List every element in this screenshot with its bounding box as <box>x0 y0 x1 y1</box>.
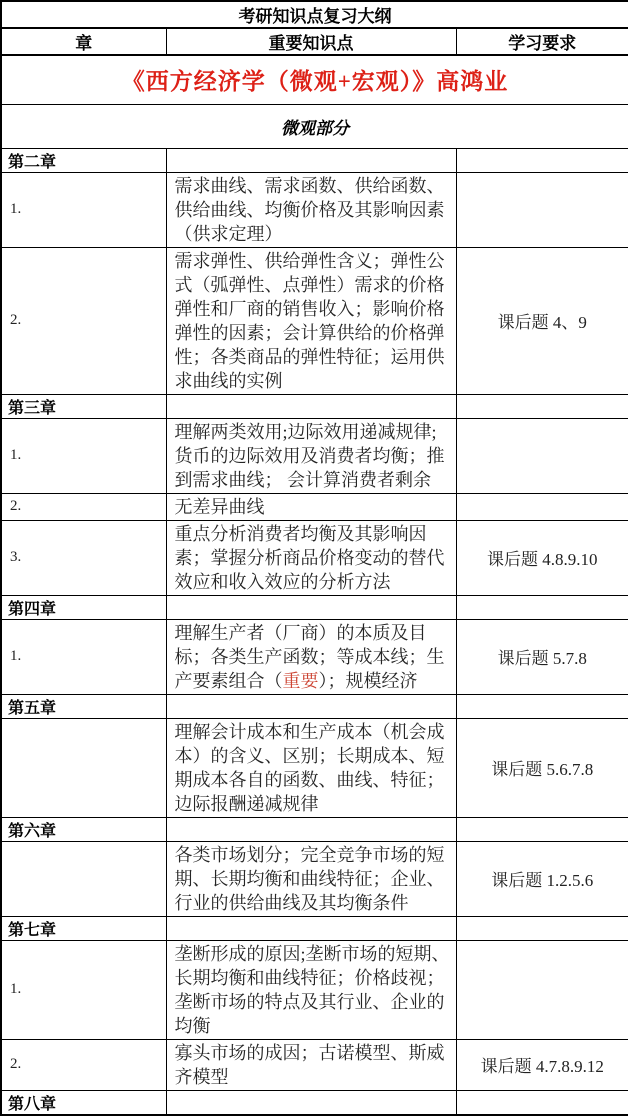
empty-requirement-cell <box>456 148 628 172</box>
knowledge-points-text <box>166 418 456 493</box>
knowledge-points-text <box>166 940 456 1039</box>
item-number: 1. <box>1 418 166 493</box>
knowledge-points-text <box>166 619 456 694</box>
item-number: 2. <box>1 1039 166 1090</box>
knowledge-text: 理解生产者（厂商）的本质及目标；各类生产函数；等成本线；生产要素组合（ <box>174 622 445 691</box>
document-title: 考研知识点复习大纲 <box>1 1 628 28</box>
empty-knowledge-cell <box>166 148 456 172</box>
study-requirement-text <box>456 418 628 493</box>
chapter-row <box>1 817 628 841</box>
knowledge-text: 垄断形成的原因;垄断市场的短期、长期均衡和曲线特征；价格歧视；垄断市场的特点及其行业、企业的均衡 <box>174 943 450 1036</box>
chapter-label: 第七章 <box>1 916 166 940</box>
item-number: 2. <box>1 493 166 520</box>
section-title-row <box>1 104 628 148</box>
study-requirement-text: 课后题 1.2.5.6 <box>456 841 628 916</box>
empty-requirement-cell <box>456 694 628 718</box>
chapter-row <box>1 1090 628 1115</box>
item-number <box>1 718 166 817</box>
study-requirement-text: 课后题 4.8.9.10 <box>456 520 628 595</box>
empty-requirement-cell <box>456 394 628 418</box>
knowledge-points-text <box>166 493 456 520</box>
knowledge-row <box>1 940 628 1039</box>
column-header-row <box>1 28 628 55</box>
knowledge-row <box>1 520 628 595</box>
column-header-knowledge-points: 重要知识点 <box>166 28 456 55</box>
knowledge-row <box>1 493 628 520</box>
knowledge-row <box>1 841 628 916</box>
knowledge-row <box>1 172 628 247</box>
knowledge-text: 理解会计成本和生产成本（机会成本）的含义、区别；长期成本、短期成本各自的函数、曲线、特征；边际报酬递减规律 <box>174 721 445 814</box>
study-requirement-text: 课后题 5.6.7.8 <box>456 718 628 817</box>
item-number: 2. <box>1 247 166 394</box>
empty-knowledge-cell <box>166 595 456 619</box>
book-title-row <box>1 55 628 104</box>
knowledge-text: 理解两类效用;边际效用递减规律;货币的边际效用及消费者均衡；推到需求曲线； 会计算消费者剩余 <box>174 421 445 490</box>
chapter-label: 第五章 <box>1 694 166 718</box>
study-requirement-text <box>456 493 628 520</box>
knowledge-points-text <box>166 1039 456 1090</box>
chapter-label: 第八章 <box>1 1090 166 1115</box>
empty-knowledge-cell <box>166 1090 456 1115</box>
knowledge-row <box>1 718 628 817</box>
knowledge-text: 各类市场划分；完全竞争市场的短期、长期均衡和曲线特征；企业、行业的供给曲线及其均衡条件 <box>174 844 445 913</box>
book-title: 《西方经济学（微观+宏观）》高鸿业 <box>121 69 509 95</box>
item-number: 1. <box>1 619 166 694</box>
item-number: 1. <box>1 172 166 247</box>
knowledge-points-text <box>166 172 456 247</box>
knowledge-text: 无差异曲线 <box>174 496 265 517</box>
study-requirement-text: 课后题 4、9 <box>456 247 628 394</box>
knowledge-points-text <box>166 718 456 817</box>
empty-knowledge-cell <box>166 694 456 718</box>
knowledge-text: 重点分析消费者均衡及其影响因素；掌握分析商品价格变动的替代效应和收入效应的分析方法 <box>174 523 445 592</box>
empty-knowledge-cell <box>166 394 456 418</box>
item-number: 1. <box>1 940 166 1039</box>
knowledge-row <box>1 247 628 394</box>
chapter-row <box>1 394 628 418</box>
empty-knowledge-cell <box>166 916 456 940</box>
document-title-row <box>1 1 628 28</box>
empty-requirement-cell <box>456 595 628 619</box>
empty-requirement-cell <box>456 817 628 841</box>
item-number <box>1 841 166 916</box>
highlighted-keyword: 重要 <box>282 670 319 691</box>
study-requirement-text: 课后题 4.7.8.9.12 <box>456 1039 628 1090</box>
item-number: 3. <box>1 520 166 595</box>
empty-requirement-cell <box>456 916 628 940</box>
knowledge-points-text <box>166 841 456 916</box>
knowledge-points-text <box>166 247 456 394</box>
study-requirement-text <box>456 172 628 247</box>
empty-requirement-cell <box>456 1090 628 1115</box>
chapter-row <box>1 916 628 940</box>
section-title-micro: 微观部分 <box>281 118 350 138</box>
knowledge-points-text <box>166 520 456 595</box>
knowledge-text: ）；规模经济 <box>318 670 418 691</box>
knowledge-text: 需求弹性、供给弹性含义；弹性公式（弧弹性、点弹性）需求的价格弹性和厂商的销售收入；影响价格弹性的因素；会计算供给的价格弹性；各类商品的弹性特征；运用供求曲线的实例 <box>174 250 445 391</box>
chapter-label: 第四章 <box>1 595 166 619</box>
study-requirement-text <box>456 940 628 1039</box>
knowledge-row <box>1 619 628 694</box>
column-header-chapter: 章 <box>1 28 166 55</box>
knowledge-row <box>1 1039 628 1090</box>
chapter-row <box>1 595 628 619</box>
chapter-row <box>1 694 628 718</box>
outline-rows <box>1 148 628 1115</box>
empty-knowledge-cell <box>166 817 456 841</box>
knowledge-text: 寡头市场的成因；古诺模型、斯威齐模型 <box>174 1042 445 1087</box>
knowledge-text: 需求曲线、需求函数、供给函数、供给曲线、均衡价格及其影响因素（供求定理） <box>174 175 445 244</box>
knowledge-row <box>1 418 628 493</box>
study-requirement-text: 课后题 5.7.8 <box>456 619 628 694</box>
chapter-label: 第六章 <box>1 817 166 841</box>
chapter-row <box>1 148 628 172</box>
chapter-label: 第三章 <box>1 394 166 418</box>
column-header-study-requirement: 学习要求 <box>456 28 628 55</box>
chapter-label: 第二章 <box>1 148 166 172</box>
